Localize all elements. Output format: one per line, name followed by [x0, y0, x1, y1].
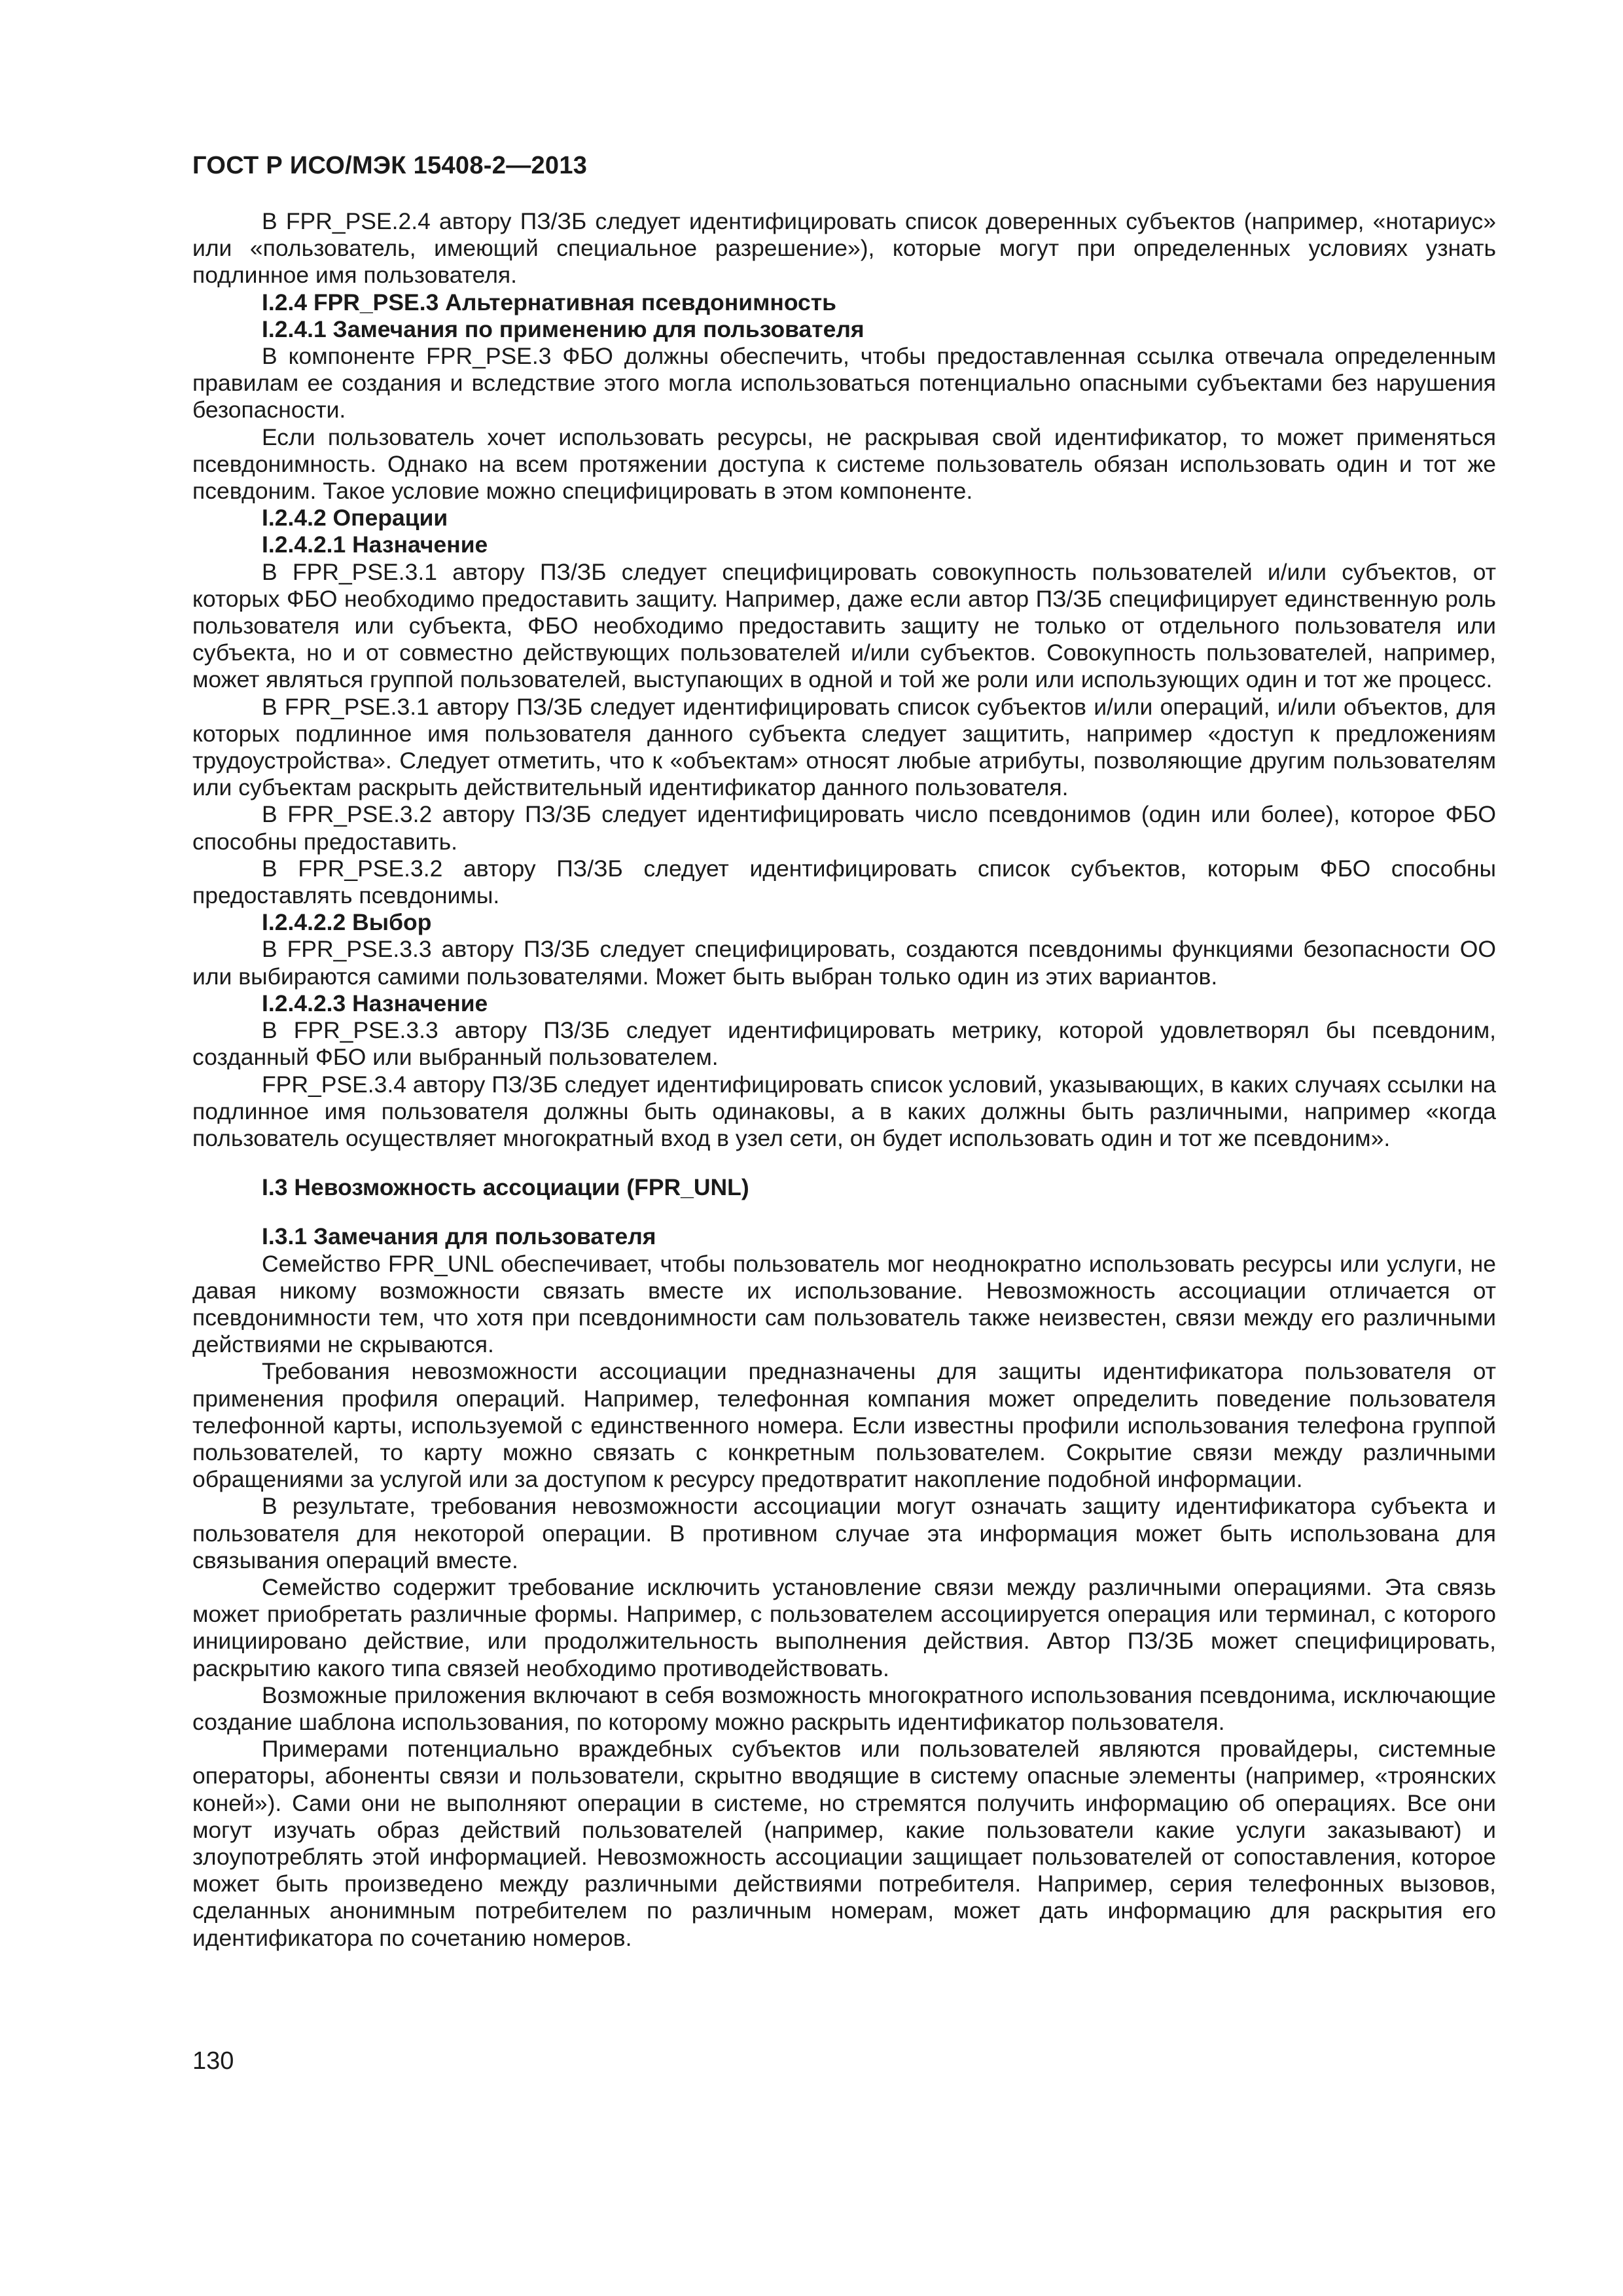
- section-heading: I.3.1 Замечания для пользователя: [262, 1223, 656, 1250]
- page-header-title: ГОСТ Р ИСО/МЭК 15408-2—2013: [192, 152, 588, 179]
- paragraph: Возможные приложения включают в себя возможность многократного использования псевдонима, исключающие создание шаблона использования, по которому можно раскрыть идентификатор пользователя.: [192, 1681, 1496, 1735]
- paragraph: В FPR_PSE.3.2 автору ПЗ/ЗБ следует идентифицировать число псевдонимов (один или более), которое ФБО способны предоставить.: [192, 801, 1496, 855]
- paragraph: В FPR_PSE.3.3 автору ПЗ/ЗБ следует специфицировать, создаются псевдонимы функциями безопасности ОО или выбираются самими пользователями. Может быть выбран только один из этих вариантов.: [192, 936, 1496, 990]
- paragraph: Семейство FPR_UNL обеспечивает, чтобы пользователь мог неоднократно использовать ресурсы или услуги, не давая никому возможности связать вместе их использование. Невозможность ассоциации отличается от псевдонимности тем, что хотя при псевдонимности сам пользователь также неизвестен, связи между его различными действиями не скрываются.: [192, 1250, 1496, 1358]
- paragraph: Требования невозможности ассоциации предназначены для защиты идентификатора пользователя от применения профиля операций. Например, телефонная компания может определить поведение пользователя телефонной карты, используемой с единственного номера. Если известны профили использования телефона группой пользователей, то карту можно связать с конкретным пользователем. Сокрытие связи между различными обращениями за услугой или за доступом к ресурсу предотвратит накопление подобной информации.: [192, 1358, 1496, 1493]
- paragraph: В компоненте FPR_PSE.3 ФБО должны обеспечить, чтобы предоставленная ссылка отвечала определенным правилам ее создания и вследствие этого могла использоваться потенциально опасными субъектами без нарушения безопасности.: [192, 343, 1496, 423]
- paragraph: В FPR_PSE.3.1 автору ПЗ/ЗБ следует специфицировать совокупность пользователей и/или субъектов, от которых ФБО необходимо предоставить защиту. Например, даже если автор ПЗ/ЗБ специфицирует единственную роль пользователя или субъекта, ФБО необходимо предоставить защиту не только от отдельного пользователя или субъекта, но и от совместно действующих пользователей и/или субъектов. Совокупность пользователей, например, может являться группой пользователей, выступающих в одной и той же роли или использующих один и тот же процесс.: [192, 558, 1496, 693]
- paragraph: В результате, требования невозможности ассоциации могут означать защиту идентификатора субъекта и пользователя для некоторой операции. В противном случае эта информация может быть использована для связывания операций вместе.: [192, 1493, 1496, 1573]
- section-heading: I.2.4.2.3 Назначение: [262, 990, 488, 1016]
- section-heading: I.2.4.2.2 Выбор: [262, 909, 432, 936]
- paragraph: В FPR_PSE.2.4 автору ПЗ/ЗБ следует идентифицировать список доверенных субъектов (например, «нотариус» или «пользователь, имеющий специальное разрешение»), которые могут при определенных условиях узнать подлинное имя пользователя.: [192, 208, 1496, 289]
- paragraph: В FPR_PSE.3.3 автору ПЗ/ЗБ следует идентифицировать метрику, которой удовлетворял бы псевдоним, созданный ФБО или выбранный пользователем.: [192, 1017, 1496, 1071]
- section-heading: I.2.4 FPR_PSE.3 Альтернативная псевдонимность: [262, 289, 836, 315]
- section-heading: I.2.4.2.1 Назначение: [262, 531, 488, 558]
- document-body: [192, 208, 1496, 1952]
- section-heading: I.2.4.2 Операции: [262, 505, 448, 531]
- paragraph: Семейство содержит требование исключить установление связи между различными операциями. Эта связь может приобретать различные формы. Например, с пользователем ассоциируется операция или терминал, с которого инициировано действие, или продолжительность выполнения действия. Автор ПЗ/ЗБ может специфицировать, раскрытию какого типа связей необходимо противодействовать.: [192, 1573, 1496, 1681]
- page-number: 130: [192, 2047, 234, 2075]
- paragraph: Если пользователь хочет использовать ресурсы, не раскрывая свой идентификатор, то может применяться псевдонимность. Однако на всем протяжении доступа к системе пользователь обязан использовать один и тот же псевдоним. Такое условие можно специфицировать в этом компоненте.: [192, 423, 1496, 505]
- paragraph: В FPR_PSE.3.1 автору ПЗ/ЗБ следует идентифицировать список субъектов и/или операций, и/или объектов, для которых подлинное имя пользователя данного субъекта следует защитить, например «доступ к предложениям трудоустройства». Следует отметить, что к «объектам» относят любые атрибуты, позволяющие другим пользователям или субъектам раскрыть действительный идентификатор данного пользователя.: [192, 693, 1496, 801]
- section-heading: I.3 Невозможность ассоциации (FPR_UNL): [262, 1174, 749, 1201]
- section-heading: I.2.4.1 Замечания по применению для пользователя: [262, 315, 865, 342]
- paragraph: FPR_PSE.3.4 автору ПЗ/ЗБ следует идентифицировать список условий, указывающих, в каких случаях ссылки на подлинное имя пользователя должны быть одинаковы, а в каких должны быть различными, например «когда пользователь осуществляет многократный вход в узел сети, он будет использовать один и тот же псевдоним».: [192, 1071, 1496, 1151]
- paragraph: Примерами потенциально враждебных субъектов или пользователей являются провайдеры, системные операторы, абоненты связи и пользователи, скрытно вводящие в систему опасные элементы (например, «троянских коней»). Сами они не выполняют операции в системе, но стремятся получить информацию об операциях. Все они могут изучать образ действий пользователей (например, какие пользователи какие услуги заказывают) и злоупотреблять этой информацией. Невозможность ассоциации защищает пользователей от сопоставления, которое может быть произведено между различными действиями потребителя. Например, серия телефонных вызовов, сделанных анонимным потребителем по различным номерам, может дать информацию для раскрытия его идентификатора по сочетанию номеров.: [192, 1736, 1496, 1951]
- paragraph: В FPR_PSE.3.2 автору ПЗ/ЗБ следует идентифицировать список субъектов, которым ФБО способны предоставлять псевдонимы.: [192, 855, 1496, 909]
